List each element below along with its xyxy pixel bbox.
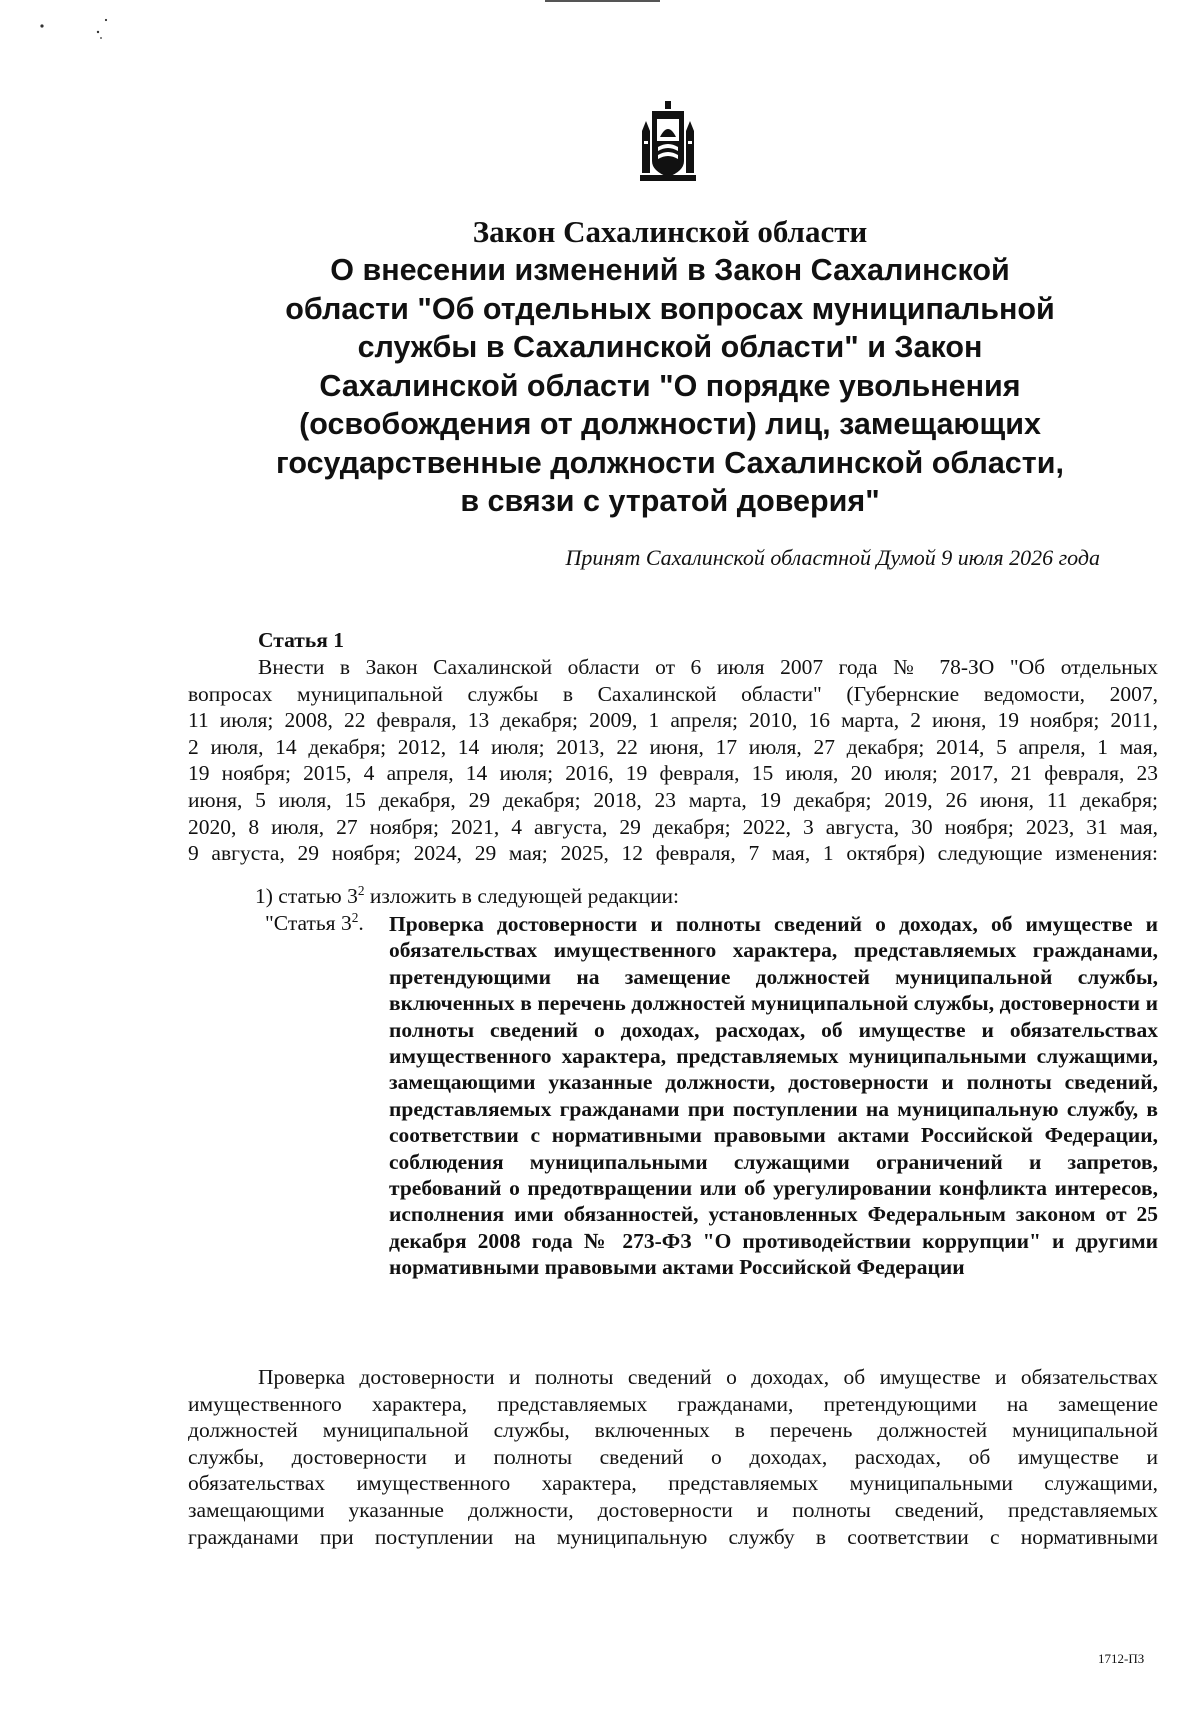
scan-specks (38, 14, 128, 44)
amendment-item-1-prefix: 1) статью 3 (255, 884, 358, 908)
body-line: обязательствах имущественного характера, представляемых муниципальными служащими, (188, 1471, 1158, 1496)
amendment-item-1 (255, 884, 679, 909)
law-title-line1: Закон Сахалинской области (472, 214, 868, 249)
article-3-2-label-suffix: . (358, 911, 364, 935)
article-1-line: 9 августа, 29 ноября; 2024, 29 мая; 2025, 12 февраля, 7 мая, 1 октября) следующие изменения: (188, 841, 1158, 866)
article-1-heading: Статья 1 (258, 628, 344, 652)
body-line: службы, достоверности и полноты сведений о доходах, расходах, об имуществе и (188, 1444, 1158, 1469)
body-line: гражданами при поступлении на муниципальную службу в соответствии с нормативными (188, 1524, 1158, 1549)
scan-top-rule (545, 0, 660, 2)
article-1-line: 11 июля; 2008, 22 февраля, 13 декабря; 2009, 1 апреля; 2010, 16 марта, 2 июня, 19 ноября; 2011, (188, 708, 1158, 733)
law-title (170, 213, 1170, 521)
amendment-item-1-sup: 2 (357, 882, 365, 898)
article-3-2-label (265, 911, 364, 936)
body-line: замещающими указанные должности, достоверности и полноты сведений, представляемых (188, 1497, 1158, 1522)
body-line: должностей муниципальной службы, включенных в перечень должностей муниципальной (188, 1418, 1158, 1443)
amendment-item-1-suffix: изложить в следующей редакции: (364, 884, 680, 908)
article-3-2-label-sup: 2 (351, 909, 359, 925)
article-1-line: Внести в Закон Сахалинской области от 6 июля 2007 года № 78-ЗО "Об отдельных (258, 655, 1158, 679)
article-3-2-body (188, 1364, 1158, 1550)
article-1-line: 2020, 8 июля, 27 ноября; 2021, 4 августа, 29 декабря; 2022, 3 августа, 30 ноября; 2023, 31 мая, (188, 814, 1158, 839)
article-1-line: 19 ноября; 2015, 4 апреля, 14 июля; 2016, 19 февраля, 15 июля, 20 июля; 2017, 21 февраля, 23 (188, 761, 1158, 786)
adoption-date: Принят Сахалинской областной Думой 9 июля 2026 года (565, 545, 1100, 570)
coat-of-arms-emblem (638, 101, 698, 183)
body-line: имущественного характера, представляемых гражданами, претендующими на замещение (188, 1391, 1158, 1416)
body-line: Проверка достоверности и полноты сведений о доходах, об имуществе и обязательствах (258, 1365, 1158, 1389)
article-1-text (188, 654, 1158, 867)
article-1-line: вопросах муниципальной службы в Сахалинской области" (Губернские ведомости, 2007, (188, 681, 1158, 706)
law-title-subject: О внесении изменений в Закон Сахалинской области "Об отдельных вопросах муниципальной службы в Сахалинской области" и Закон Сахалинской области "О порядке увольнения (освобождения от должности) лиц, замещающих государственные должности Сахалинской области, в связи с утратой доверия" (276, 253, 1064, 518)
document-code: 1712-ПЗ (1098, 1651, 1145, 1666)
article-1-line: июня, 5 июля, 15 декабря, 29 декабря; 2018, 23 марта, 19 декабря; 2019, 26 июня, 11 декабря; (188, 787, 1158, 812)
article-3-2-label-prefix: "Статья 3 (265, 911, 352, 935)
article-3-2-title: Проверка достоверности и полноты сведений о доходах, об имуществе и обязательствах имущественного характера, представляемых гражданами, претендующими на замещение должностей муниципальной службы, включенных в перечень должностей муниципальной службы, достоверности и полноты сведений о доходах, расходах, об имуществе и обязательствах имущественного характера, представляемых муниципальными служащими, замещающими указанные должности, достоверности и полноты сведений, представляемых гражданами при поступлении на муниципальную службу, в соответствии с нормативными правовыми актами Российской Федерации, соблюдения муниципальными служащими ограничений и запретов, требований о предотвращении или об урегулировании конфликта интересов, исполнения ими обязанностей, установленных Федеральным законом от 25 декабря 2008 года № 273-ФЗ "О противодействии коррупции" и другими нормативными правовыми актами Российской Федерации (389, 912, 1158, 1280)
article-1-line: 2 июля, 14 декабря; 2012, 14 июля; 2013, 22 июня, 17 июля, 27 декабря; 2014, 5 апреля, 1 мая, (188, 734, 1158, 759)
